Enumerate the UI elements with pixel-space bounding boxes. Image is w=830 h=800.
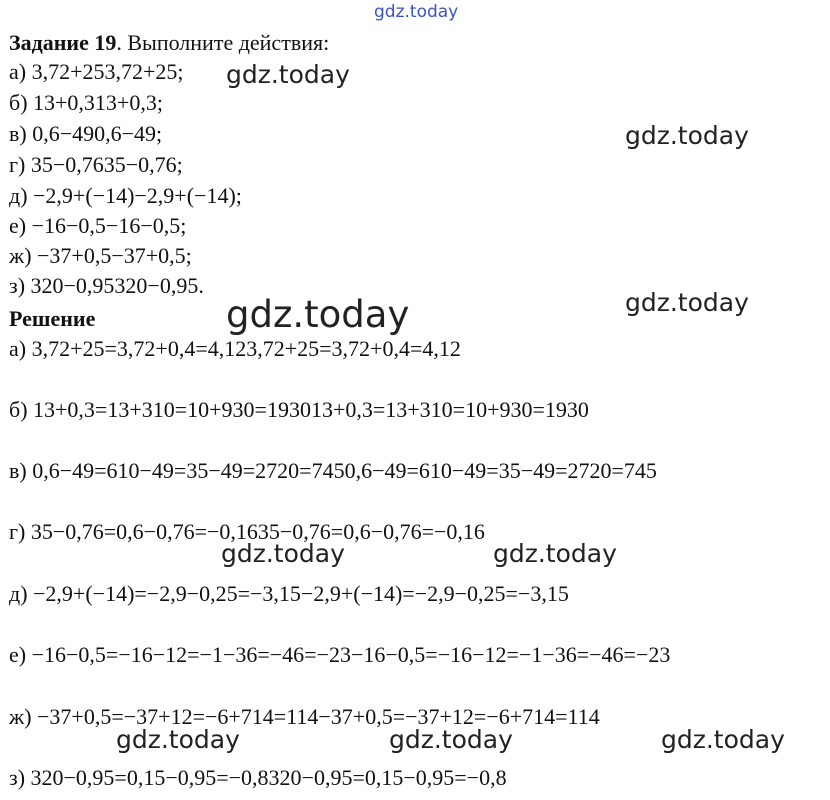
solution-item-v: в) 0,6−49=610−49=35−49=2720=7450,6−49=610−49=35−49=2720=745 [9,458,657,483]
watermark: gdz.today [661,725,785,754]
task-item-e: е) −16−0,5−16−0,5; [9,213,187,238]
task-item-g: г) 35−0,7635−0,76; [9,152,183,177]
task-item-zh: ж) −37+0,5−37+0,5; [9,243,192,268]
task-item-b: б) 13+0,313+0,3; [9,90,163,115]
watermark: gdz.today [221,539,345,568]
watermark: gdz.today [226,293,410,336]
task-item-v: в) 0,6−490,6−49; [9,121,163,146]
solution-item-zh: ж) −37+0,5=−37+12=−6+714=114−37+0,5=−37+12=−6+714=114 [9,704,600,729]
watermark: gdz.today [116,725,240,754]
solution-item-b: б) 13+0,3=13+310=10+930=193013+0,3=13+310=10+930=1930 [9,397,589,422]
task-title-bold: Задание 19 [9,30,117,55]
task-item-a: а) 3,72+253,72+25; [9,59,184,84]
task-item-z: з) 320−0,95320−0,95. [9,273,204,298]
task-item-d: д) −2,9+(−14)−2,9+(−14); [9,183,242,208]
watermark: gdz.today [389,725,513,754]
watermark: gdz.today [226,60,350,89]
solution-item-g: г) 35−0,76=0,6−0,76=−0,1635−0,76=0,6−0,76=−0,16 [9,519,485,544]
watermark: gdz.today [493,539,617,568]
solution-item-d: д) −2,9+(−14)=−2,9−0,25=−3,15−2,9+(−14)=−2,9−0,25=−3,15 [9,581,569,606]
watermark: gdz.today [625,121,749,150]
solution-item-z: з) 320−0,95=0,15−0,95=−0,8320−0,95=0,15−0,95=−0,8 [9,765,507,790]
solution-item-a: а) 3,72+25=3,72+0,4=4,123,72+25=3,72+0,4=4,12 [9,336,461,361]
watermark: gdz.today [625,288,749,317]
watermark-top: gdz.today [374,2,459,22]
solution-title: Решение [9,306,96,331]
solution-item-e: е) −16−0,5=−16−12=−1−36=−46=−23−16−0,5=−16−12=−1−36=−46=−23 [9,642,671,667]
task-title-rest: . Выполните действия: [116,30,330,55]
task-title [9,30,329,56]
